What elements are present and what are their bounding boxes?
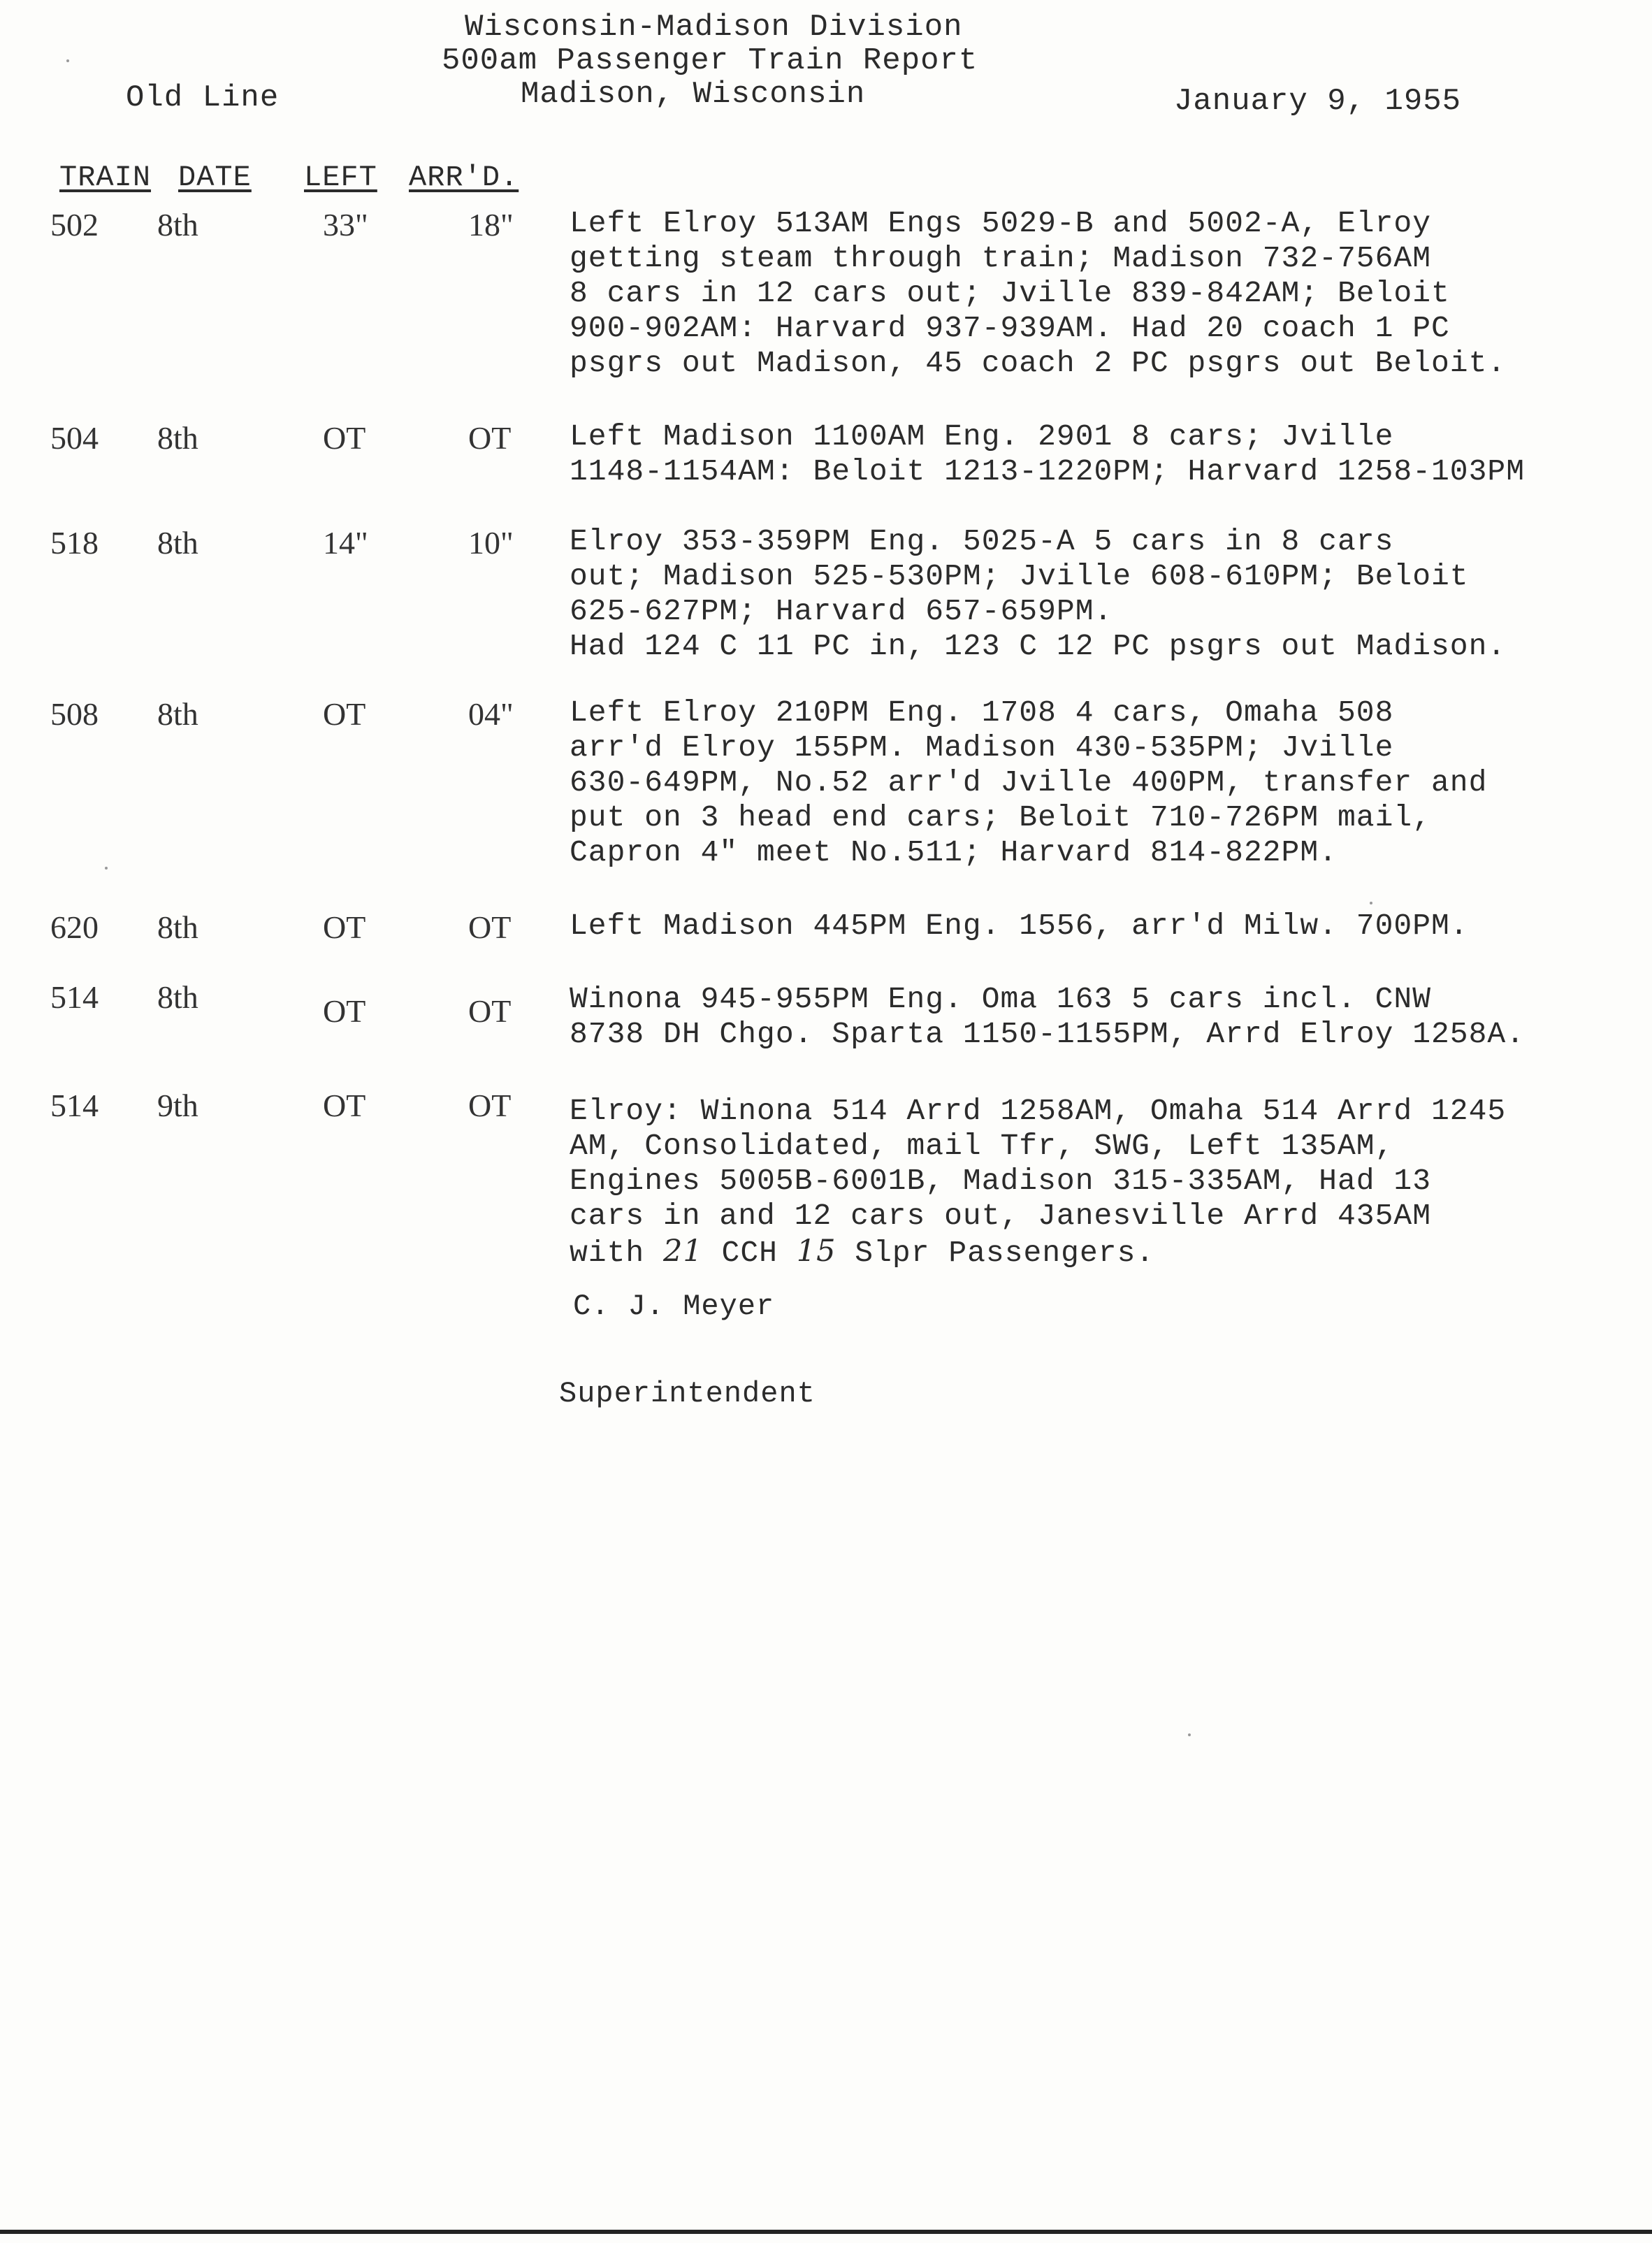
- remark-line: Left Elroy 210PM Eng. 1708 4 cars, Omaha 508: [570, 695, 1394, 730]
- train-number: 502: [50, 207, 99, 243]
- handwritten-coach-count: 21: [663, 1234, 703, 1269]
- remark-line: 625-627PM; Harvard 657-659PM.: [570, 594, 1113, 628]
- remark-line: Winona 945-955PM Eng. Oma 163 5 cars incl. CNW: [570, 982, 1431, 1016]
- train-date: 8th: [157, 909, 198, 945]
- remark-line: AM, Consolidated, mail Tfr, SWG, Left 135AM,: [570, 1129, 1394, 1163]
- left-time: OT: [323, 420, 366, 456]
- place-title: Madison, Wisconsin: [521, 77, 866, 112]
- arrived-time: OT: [468, 1088, 512, 1123]
- remark-line: Elroy 353-359PM Eng. 5025-A 5 cars in 8 cars: [570, 524, 1394, 558]
- paper-speck: [1370, 902, 1372, 904]
- remark-line: Left Elroy 513AM Engs 5029-B and 5002-A, Elroy: [570, 206, 1431, 240]
- line-label: Old Line: [126, 80, 280, 115]
- train-date: 9th: [157, 1088, 198, 1123]
- remark-line: Elroy: Winona 514 Arrd 1258AM, Omaha 514 Arrd 1245: [570, 1094, 1507, 1128]
- train-date: 8th: [157, 696, 198, 732]
- column-head-date: DATE: [178, 161, 252, 194]
- remark-line: Had 124 C 11 PC in, 123 C 12 PC psgrs out Madison.: [570, 629, 1507, 663]
- remark-line: arr'd Elroy 155PM. Madison 430-535PM; Jville: [570, 730, 1394, 765]
- train-number: 504: [50, 420, 99, 456]
- arrived-time: OT: [468, 909, 512, 945]
- left-time: OT: [323, 909, 366, 945]
- remark-line: 8738 DH Chgo. Sparta 1150-1155PM, Arrd Elroy 1258A.: [570, 1017, 1526, 1051]
- passenger-prefix: with: [570, 1236, 664, 1270]
- train-date: 8th: [157, 979, 198, 1015]
- remark-line: Left Madison 445PM Eng. 1556, arr'd Milw. 700PM.: [570, 909, 1469, 943]
- train-remarks: [570, 695, 1646, 870]
- arrived-time: 18": [468, 207, 514, 243]
- signatory-name: C. J. Meyer: [573, 1290, 775, 1323]
- left-time: 33": [323, 207, 368, 243]
- paper-speck: [66, 59, 69, 62]
- sleeper-suffix: Slpr Passengers.: [836, 1236, 1155, 1270]
- remark-line: put on 3 head end cars; Beloit 710-726PM mail,: [570, 800, 1431, 835]
- remark-line: Capron 4" meet No.511; Harvard 814-822PM.: [570, 835, 1338, 870]
- page-bottom-edge: [0, 2230, 1652, 2234]
- division-title: Wisconsin-Madison Division: [465, 10, 963, 45]
- remark-line: 1148-1154AM: Beloit 1213-1220PM; Harvard 1258-103PM: [570, 454, 1526, 489]
- paper-speck: [1188, 1733, 1191, 1736]
- train-number: 514: [50, 979, 99, 1015]
- arrived-time: 04": [468, 696, 514, 732]
- left-time: OT: [323, 1088, 366, 1123]
- column-head-arrd: ARR'D.: [409, 161, 519, 194]
- train-number: 508: [50, 696, 99, 732]
- remark-line: cars in and 12 cars out, Janesville Arrd 435AM: [570, 1199, 1431, 1233]
- left-time: 14": [323, 525, 368, 561]
- train-remarks: [570, 206, 1646, 381]
- signatory-title: Superintendent: [559, 1377, 816, 1411]
- left-time: OT: [323, 993, 366, 1029]
- remark-line: out; Madison 525-530PM; Jville 608-610PM; Beloit: [570, 559, 1469, 593]
- remark-line: getting steam through train; Madison 732-756AM: [570, 241, 1431, 275]
- arrived-time: OT: [468, 420, 512, 456]
- train-remarks: [570, 982, 1646, 1052]
- remark-line: 8 cars in 12 cars out; Jville 839-842AM; Beloit: [570, 276, 1450, 310]
- paper-speck: [105, 867, 108, 870]
- train-date: 8th: [157, 420, 198, 456]
- train-number: 620: [50, 909, 99, 945]
- train-number: 514: [50, 1088, 99, 1123]
- column-head-train: TRAIN: [59, 161, 152, 194]
- handwritten-sleeper-count: 15: [796, 1234, 836, 1269]
- remark-line-with-handwriting: [570, 1234, 1646, 1271]
- coach-label: CCH: [702, 1236, 797, 1270]
- report-date: January 9, 1955: [1174, 84, 1462, 119]
- remark-line: 900-902AM: Harvard 937-939AM. Had 20 coach 1 PC: [570, 311, 1450, 345]
- arrived-time: 10": [468, 525, 514, 561]
- remark-line: Left Madison 1100AM Eng. 2901 8 cars; Jville: [570, 419, 1394, 454]
- column-head-left: LEFT: [304, 161, 377, 194]
- train-date: 8th: [157, 525, 198, 561]
- train-remarks: [570, 419, 1646, 489]
- remark-line: 630-649PM, No.52 arr'd Jville 400PM, transfer and: [570, 765, 1488, 800]
- train-date: 8th: [157, 207, 198, 243]
- train-number: 518: [50, 525, 99, 561]
- train-remarks: [570, 524, 1646, 664]
- report-title: 500am Passenger Train Report: [442, 43, 978, 78]
- arrived-time: OT: [468, 993, 512, 1029]
- remark-line: Engines 5005B-6001B, Madison 315-335AM, Had 13: [570, 1164, 1431, 1198]
- train-remarks: [570, 1094, 1646, 1271]
- train-remarks: [570, 909, 1646, 944]
- remark-line: psgrs out Madison, 45 coach 2 PC psgrs out Beloit.: [570, 346, 1507, 380]
- left-time: OT: [323, 696, 366, 732]
